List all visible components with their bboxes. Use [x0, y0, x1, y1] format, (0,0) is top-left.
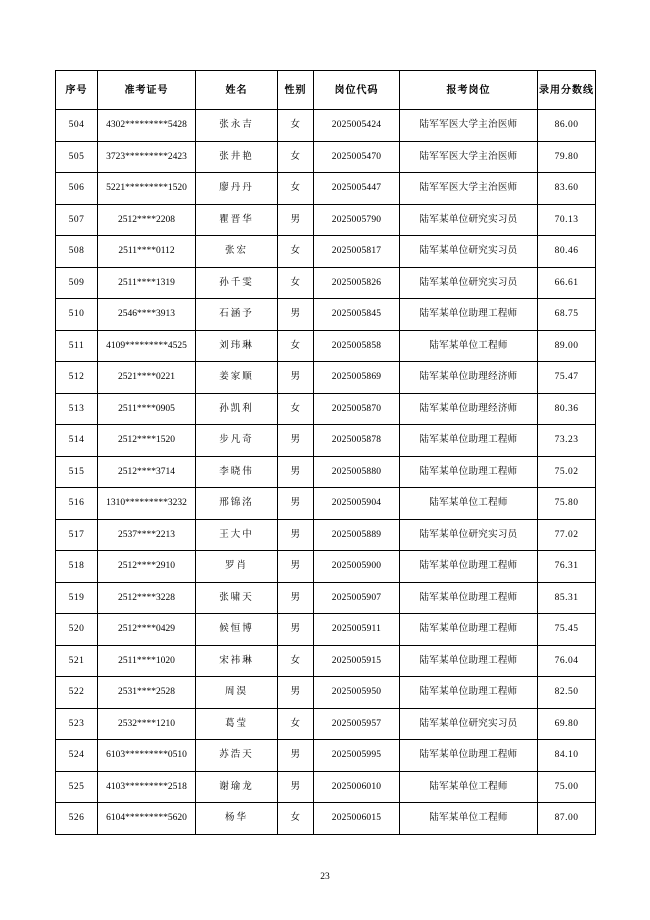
cell-score-line: 75.00 — [538, 771, 596, 803]
column-header-post-name: 报考岗位 — [400, 71, 538, 110]
cell-sequence: 513 — [56, 393, 98, 425]
cell-name: 姜家顺 — [196, 362, 278, 394]
cell-name: 候恒博 — [196, 614, 278, 646]
cell-gender: 男 — [278, 614, 314, 646]
table-row — [56, 110, 596, 142]
table-row — [56, 267, 596, 299]
page-number: 23 — [320, 872, 330, 882]
column-header-post-code: 岗位代码 — [314, 71, 400, 110]
cell-ticket-number: 4103*********2518 — [98, 771, 196, 803]
cell-ticket-number: 2511****1319 — [98, 267, 196, 299]
table-row — [56, 299, 596, 331]
cell-ticket-number: 2521****0221 — [98, 362, 196, 394]
cell-name: 杨华 — [196, 803, 278, 835]
cell-sequence: 520 — [56, 614, 98, 646]
cell-ticket-number: 2512****2208 — [98, 204, 196, 236]
cell-gender: 女 — [278, 173, 314, 205]
table-row — [56, 614, 596, 646]
table-row — [56, 456, 596, 488]
cell-score-line: 87.00 — [538, 803, 596, 835]
cell-gender: 男 — [278, 677, 314, 709]
cell-ticket-number: 2511****0112 — [98, 236, 196, 268]
cell-name: 孙凯利 — [196, 393, 278, 425]
cell-name: 苏浩天 — [196, 740, 278, 772]
cell-sequence: 517 — [56, 519, 98, 551]
table-header — [56, 71, 596, 110]
cell-post-code: 2025005957 — [314, 708, 400, 740]
cell-post-name: 陆军某单位助理工程师 — [400, 425, 538, 457]
table-row — [56, 488, 596, 520]
cell-name: 罗肖 — [196, 551, 278, 583]
cell-post-name: 陆军某单位研究实习员 — [400, 519, 538, 551]
column-header-sequence: 序号 — [56, 71, 98, 110]
cell-sequence: 523 — [56, 708, 98, 740]
cell-score-line: 75.47 — [538, 362, 596, 394]
cell-gender: 女 — [278, 110, 314, 142]
cell-post-code: 2025005470 — [314, 141, 400, 173]
cell-ticket-number: 2537****2213 — [98, 519, 196, 551]
table-row — [56, 708, 596, 740]
cell-post-code: 2025005889 — [314, 519, 400, 551]
cell-post-code: 2025005911 — [314, 614, 400, 646]
cell-post-name: 陆军某单位助理工程师 — [400, 614, 538, 646]
cell-name: 邢锦洺 — [196, 488, 278, 520]
cell-post-code: 2025005424 — [314, 110, 400, 142]
cell-post-code: 2025005790 — [314, 204, 400, 236]
cell-gender: 女 — [278, 393, 314, 425]
cell-sequence: 524 — [56, 740, 98, 772]
table-row — [56, 236, 596, 268]
cell-gender: 男 — [278, 299, 314, 331]
cell-name: 周淏 — [196, 677, 278, 709]
cell-post-code: 2025005950 — [314, 677, 400, 709]
cell-post-code: 2025005447 — [314, 173, 400, 205]
cell-sequence: 519 — [56, 582, 98, 614]
cell-score-line: 84.10 — [538, 740, 596, 772]
cell-post-name: 陆军某单位研究实习员 — [400, 708, 538, 740]
cell-score-line: 75.02 — [538, 456, 596, 488]
cell-post-code: 2025005817 — [314, 236, 400, 268]
cell-sequence: 509 — [56, 267, 98, 299]
table-row — [56, 771, 596, 803]
table-row — [56, 141, 596, 173]
cell-name: 瞿晋华 — [196, 204, 278, 236]
cell-post-name: 陆军某单位工程师 — [400, 771, 538, 803]
table-row — [56, 677, 596, 709]
cell-score-line: 75.45 — [538, 614, 596, 646]
cell-gender: 男 — [278, 740, 314, 772]
cell-name: 张井艳 — [196, 141, 278, 173]
cell-gender: 男 — [278, 771, 314, 803]
cell-post-name: 陆军军医大学主治医师 — [400, 173, 538, 205]
cell-sequence: 508 — [56, 236, 98, 268]
cell-post-code: 2025005870 — [314, 393, 400, 425]
table-row — [56, 740, 596, 772]
cell-gender: 女 — [278, 708, 314, 740]
column-header-ticket-number: 准考证号 — [98, 71, 196, 110]
cell-name: 张啸天 — [196, 582, 278, 614]
cell-post-code: 2025006010 — [314, 771, 400, 803]
cell-ticket-number: 3723*********2423 — [98, 141, 196, 173]
cell-post-code: 2025005907 — [314, 582, 400, 614]
cell-score-line: 68.75 — [538, 299, 596, 331]
cell-post-name: 陆军某单位工程师 — [400, 330, 538, 362]
cell-ticket-number: 2511****1020 — [98, 645, 196, 677]
cell-score-line: 66.61 — [538, 267, 596, 299]
cell-score-line: 70.13 — [538, 204, 596, 236]
cell-post-code: 2025005858 — [314, 330, 400, 362]
recruitment-score-table — [55, 70, 596, 835]
cell-sequence: 518 — [56, 551, 98, 583]
cell-post-name: 陆军某单位助理经济师 — [400, 393, 538, 425]
cell-score-line: 85.31 — [538, 582, 596, 614]
cell-gender: 女 — [278, 141, 314, 173]
cell-sequence: 504 — [56, 110, 98, 142]
cell-ticket-number: 2512****2910 — [98, 551, 196, 583]
table-row — [56, 519, 596, 551]
cell-score-line: 76.31 — [538, 551, 596, 583]
cell-gender: 女 — [278, 267, 314, 299]
cell-ticket-number: 2546****3913 — [98, 299, 196, 331]
table-row — [56, 173, 596, 205]
cell-post-name: 陆军某单位工程师 — [400, 803, 538, 835]
table-row — [56, 803, 596, 835]
cell-score-line: 73.23 — [538, 425, 596, 457]
cell-name: 孙千雯 — [196, 267, 278, 299]
cell-post-name: 陆军某单位助理工程师 — [400, 645, 538, 677]
table-header-row — [56, 71, 596, 110]
cell-post-name: 陆军某单位研究实习员 — [400, 267, 538, 299]
cell-ticket-number: 6103*********0510 — [98, 740, 196, 772]
cell-ticket-number: 1310*********3232 — [98, 488, 196, 520]
cell-ticket-number: 2511****0905 — [98, 393, 196, 425]
cell-post-name: 陆军某单位研究实习员 — [400, 236, 538, 268]
cell-ticket-number: 2512****3714 — [98, 456, 196, 488]
cell-post-name: 陆军某单位助理工程师 — [400, 677, 538, 709]
cell-sequence: 514 — [56, 425, 98, 457]
cell-name: 李晓伟 — [196, 456, 278, 488]
cell-gender: 男 — [278, 456, 314, 488]
cell-name: 葛莹 — [196, 708, 278, 740]
cell-score-line: 77.02 — [538, 519, 596, 551]
cell-ticket-number: 5221*********1520 — [98, 173, 196, 205]
cell-gender: 女 — [278, 236, 314, 268]
cell-ticket-number: 4109*********4525 — [98, 330, 196, 362]
cell-sequence: 510 — [56, 299, 98, 331]
table-body — [56, 110, 596, 835]
cell-gender: 男 — [278, 362, 314, 394]
cell-post-name: 陆军军医大学主治医师 — [400, 141, 538, 173]
cell-gender: 男 — [278, 204, 314, 236]
cell-post-name: 陆军某单位工程师 — [400, 488, 538, 520]
column-header-score-line: 录用分数线 — [538, 71, 596, 110]
cell-gender: 男 — [278, 425, 314, 457]
cell-sequence: 515 — [56, 456, 98, 488]
cell-sequence: 507 — [56, 204, 98, 236]
cell-name: 王大中 — [196, 519, 278, 551]
column-header-name: 姓名 — [196, 71, 278, 110]
cell-score-line: 86.00 — [538, 110, 596, 142]
cell-sequence: 506 — [56, 173, 98, 205]
cell-score-line: 76.04 — [538, 645, 596, 677]
cell-gender: 男 — [278, 488, 314, 520]
cell-ticket-number: 4302*********5428 — [98, 110, 196, 142]
cell-sequence: 521 — [56, 645, 98, 677]
cell-score-line: 89.00 — [538, 330, 596, 362]
cell-post-code: 2025005845 — [314, 299, 400, 331]
cell-name: 廖丹丹 — [196, 173, 278, 205]
cell-score-line: 79.80 — [538, 141, 596, 173]
cell-post-code: 2025005880 — [314, 456, 400, 488]
cell-gender: 男 — [278, 582, 314, 614]
cell-post-name: 陆军某单位助理经济师 — [400, 362, 538, 394]
table-row — [56, 393, 596, 425]
cell-post-name: 陆军某单位助理工程师 — [400, 740, 538, 772]
cell-post-name: 陆军某单位助理工程师 — [400, 299, 538, 331]
cell-score-line: 82.50 — [538, 677, 596, 709]
table-row — [56, 204, 596, 236]
cell-post-code: 2025005915 — [314, 645, 400, 677]
cell-post-code: 2025005869 — [314, 362, 400, 394]
cell-score-line: 80.46 — [538, 236, 596, 268]
cell-name: 石涵予 — [196, 299, 278, 331]
cell-name: 步凡奇 — [196, 425, 278, 457]
table-row — [56, 362, 596, 394]
cell-post-name: 陆军某单位助理工程师 — [400, 456, 538, 488]
table-row — [56, 330, 596, 362]
cell-ticket-number: 2512****3228 — [98, 582, 196, 614]
cell-ticket-number: 2531****2528 — [98, 677, 196, 709]
cell-sequence: 516 — [56, 488, 98, 520]
cell-gender: 女 — [278, 330, 314, 362]
cell-post-code: 2025005900 — [314, 551, 400, 583]
cell-gender: 女 — [278, 645, 314, 677]
cell-score-line: 80.36 — [538, 393, 596, 425]
cell-sequence: 525 — [56, 771, 98, 803]
cell-post-code: 2025005904 — [314, 488, 400, 520]
cell-ticket-number: 2512****0429 — [98, 614, 196, 646]
cell-sequence: 512 — [56, 362, 98, 394]
cell-sequence: 505 — [56, 141, 98, 173]
cell-score-line: 83.60 — [538, 173, 596, 205]
cell-name: 宋祎琳 — [196, 645, 278, 677]
cell-score-line: 69.80 — [538, 708, 596, 740]
cell-ticket-number: 2512****1520 — [98, 425, 196, 457]
cell-post-name: 陆军某单位研究实习员 — [400, 204, 538, 236]
cell-gender: 男 — [278, 519, 314, 551]
cell-post-name: 陆军某单位助理工程师 — [400, 582, 538, 614]
cell-name: 谢瑜龙 — [196, 771, 278, 803]
cell-name: 张宏 — [196, 236, 278, 268]
cell-sequence: 526 — [56, 803, 98, 835]
cell-sequence: 511 — [56, 330, 98, 362]
cell-post-code: 2025005878 — [314, 425, 400, 457]
cell-name: 刘玮琳 — [196, 330, 278, 362]
cell-post-code: 2025006015 — [314, 803, 400, 835]
cell-name: 张永吉 — [196, 110, 278, 142]
table-row — [56, 645, 596, 677]
table-row — [56, 551, 596, 583]
cell-post-code: 2025005826 — [314, 267, 400, 299]
cell-ticket-number: 6104*********5620 — [98, 803, 196, 835]
cell-post-name: 陆军军医大学主治医师 — [400, 110, 538, 142]
cell-gender: 女 — [278, 803, 314, 835]
table-row — [56, 582, 596, 614]
cell-sequence: 522 — [56, 677, 98, 709]
cell-score-line: 75.80 — [538, 488, 596, 520]
table-row — [56, 425, 596, 457]
column-header-gender: 性别 — [278, 71, 314, 110]
cell-post-name: 陆军某单位助理工程师 — [400, 551, 538, 583]
cell-gender: 男 — [278, 551, 314, 583]
cell-post-code: 2025005995 — [314, 740, 400, 772]
cell-ticket-number: 2532****1210 — [98, 708, 196, 740]
